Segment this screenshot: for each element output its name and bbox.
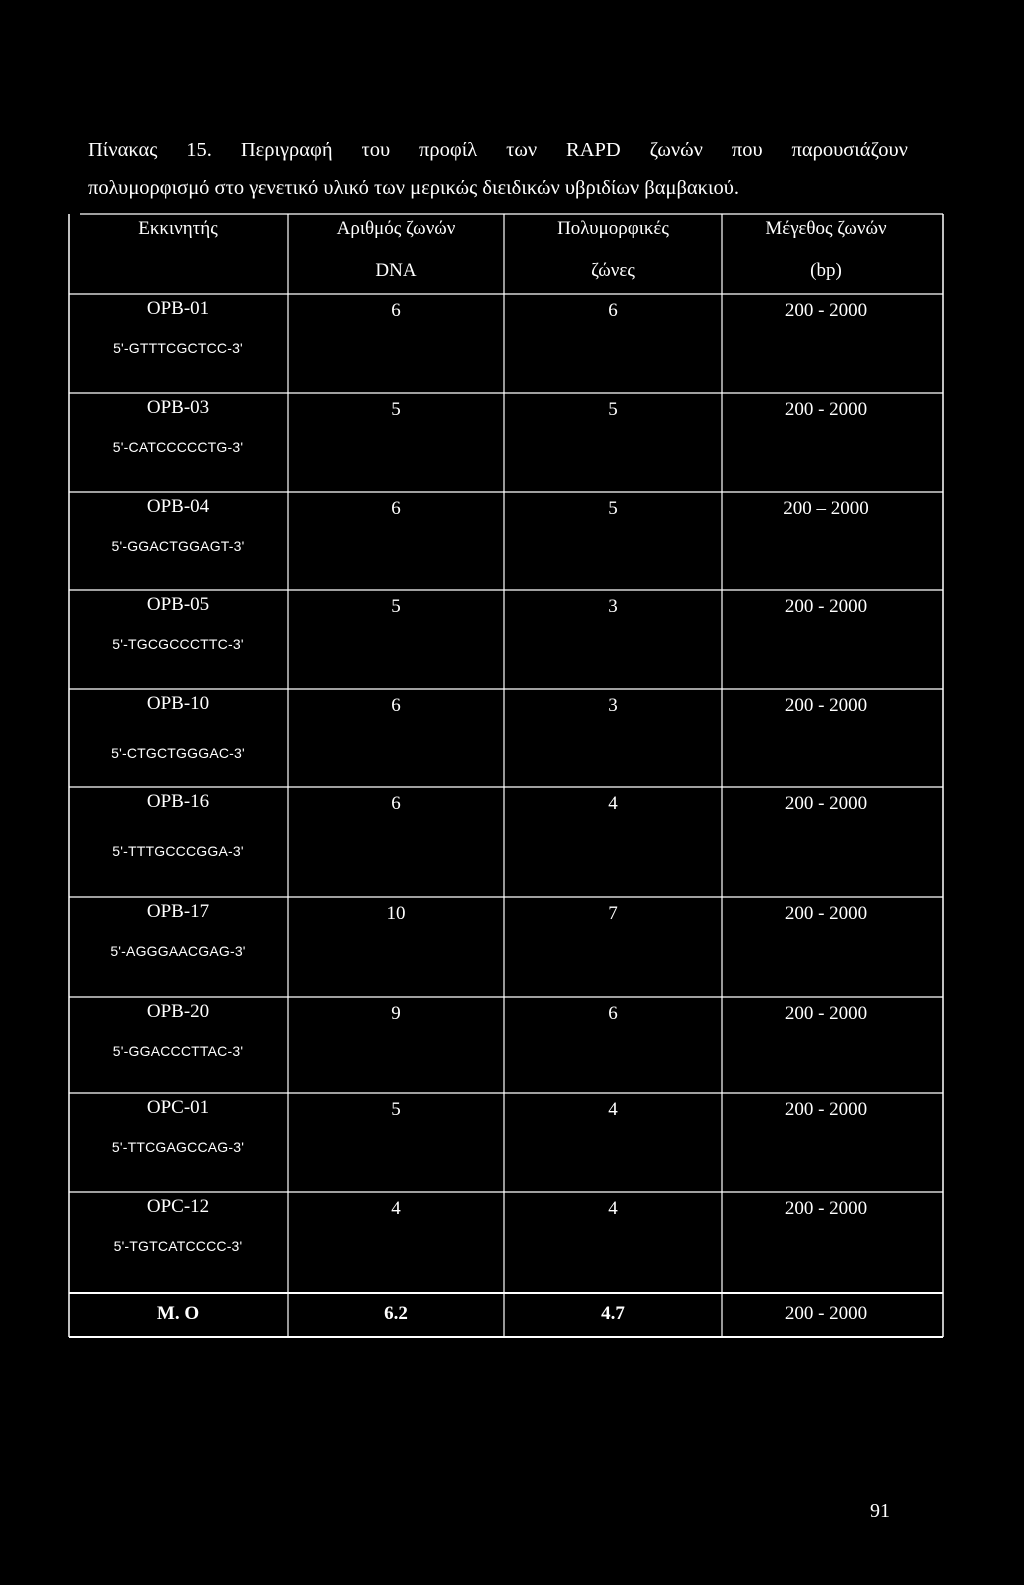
- band-count: 5: [391, 399, 401, 420]
- band-size-range: 200 - 2000: [784, 596, 868, 617]
- table-caption-line-2: πολυμορφισμό στο γενετικό υλικό των μερικώς διειδικών υβριδίων βαμβακιού.: [88, 177, 739, 199]
- header-band-count: Αριθμός ζωνών: [336, 218, 456, 239]
- polymorphic-count: 3: [608, 695, 618, 716]
- polymorphic-count: 4: [608, 1198, 618, 1219]
- band-size-range: 200 - 2000: [784, 695, 868, 716]
- caption-word: του: [361, 139, 391, 161]
- polymorphic-count: 7: [608, 903, 618, 924]
- band-count: 9: [391, 1003, 401, 1024]
- band-size-range: 200 - 2000: [784, 399, 868, 420]
- primer-sequence: 5'-TGTCATCCCC-3': [113, 1238, 243, 1254]
- polymorphic-count: 5: [608, 498, 618, 519]
- polymorphic-count: 4: [608, 793, 618, 814]
- primer-sequence: 5'-AGGGAACGAG-3': [110, 943, 246, 959]
- caption-word: Πίνακας: [88, 139, 158, 161]
- caption-word: των: [506, 139, 538, 161]
- primer-sequence: 5'-GTTTCGCTCC-3': [113, 340, 243, 356]
- mean-row-size: 200 - 2000: [784, 1303, 868, 1324]
- band-count: 6: [391, 793, 401, 814]
- polymorphic-count: 5: [608, 399, 618, 420]
- band-size-range: 200 - 2000: [784, 903, 868, 924]
- header-band-size-line-2: (bp): [810, 260, 842, 281]
- caption-word: παρουσιάζουν: [791, 139, 908, 161]
- caption-word: RAPD: [566, 139, 621, 161]
- header-band-size: Μέγεθος ζωνών: [765, 218, 887, 239]
- primer-sequence: 5'-TTCGAGCCAG-3': [111, 1139, 245, 1155]
- caption-word: που: [731, 139, 763, 161]
- caption-word: Περιγραφή: [240, 139, 333, 161]
- primer-sequence: 5'-GGACCCTTAC-3': [112, 1043, 244, 1059]
- primer-name: OPB-01: [146, 298, 210, 319]
- band-count: 4: [391, 1198, 401, 1219]
- primer-name: OPB-10: [146, 693, 210, 714]
- primer-sequence: 5'-TGCGCCCTTC-3': [112, 636, 244, 652]
- primer-sequence: 5'-TTTGCCCGGA-3': [112, 843, 244, 859]
- band-size-range: 200 - 2000: [784, 300, 868, 321]
- band-count: 6: [391, 498, 401, 519]
- caption-word: 15.: [186, 139, 212, 161]
- band-size-range: 200 – 2000: [783, 498, 869, 519]
- table-caption-line-1: [88, 136, 908, 164]
- primer-name: OPB-03: [146, 397, 210, 418]
- mean-row-polymorphic: 4.7: [601, 1303, 625, 1324]
- band-count: 10: [386, 903, 406, 924]
- band-count: 5: [391, 1099, 401, 1120]
- mean-row-bands: 6.2: [384, 1303, 408, 1324]
- header-band-count-line-2: DNA: [375, 260, 417, 281]
- polymorphic-count: 4: [608, 1099, 618, 1120]
- band-size-range: 200 - 2000: [784, 793, 868, 814]
- polymorphic-count: 6: [608, 300, 618, 321]
- header-polymorphic: Πολυμορφικές: [557, 218, 669, 239]
- primer-name: OPB-20: [146, 1001, 210, 1022]
- primer-name: OPB-05: [146, 594, 210, 615]
- polymorphic-count: 6: [608, 1003, 618, 1024]
- band-size-range: 200 - 2000: [784, 1003, 868, 1024]
- primer-name: OPC-12: [146, 1196, 210, 1217]
- mean-row-label: M. O: [156, 1303, 200, 1324]
- caption-word: ζωνών: [649, 139, 703, 161]
- primer-sequence: 5'-CTGCTGGGAC-3': [111, 745, 245, 761]
- page-number: 91: [870, 1500, 890, 1522]
- header-primer: Εκκινητής: [138, 218, 218, 239]
- band-count: 5: [391, 596, 401, 617]
- band-size-range: 200 - 2000: [784, 1198, 868, 1219]
- polymorphic-count: 3: [608, 596, 618, 617]
- primer-sequence: 5'-CATCCCCCTG-3': [112, 439, 244, 455]
- band-count: 6: [391, 300, 401, 321]
- band-size-range: 200 - 2000: [784, 1099, 868, 1120]
- header-polymorphic-line-2: ζώνες: [591, 260, 635, 281]
- primer-name: OPB-04: [146, 496, 210, 517]
- primer-name: OPB-16: [146, 791, 210, 812]
- caption-word: προφίλ: [419, 139, 478, 161]
- primer-name: OPB-17: [146, 901, 210, 922]
- primer-sequence: 5'-GGACTGGAGT-3': [111, 538, 245, 554]
- band-count: 6: [391, 695, 401, 716]
- primer-name: OPC-01: [146, 1097, 210, 1118]
